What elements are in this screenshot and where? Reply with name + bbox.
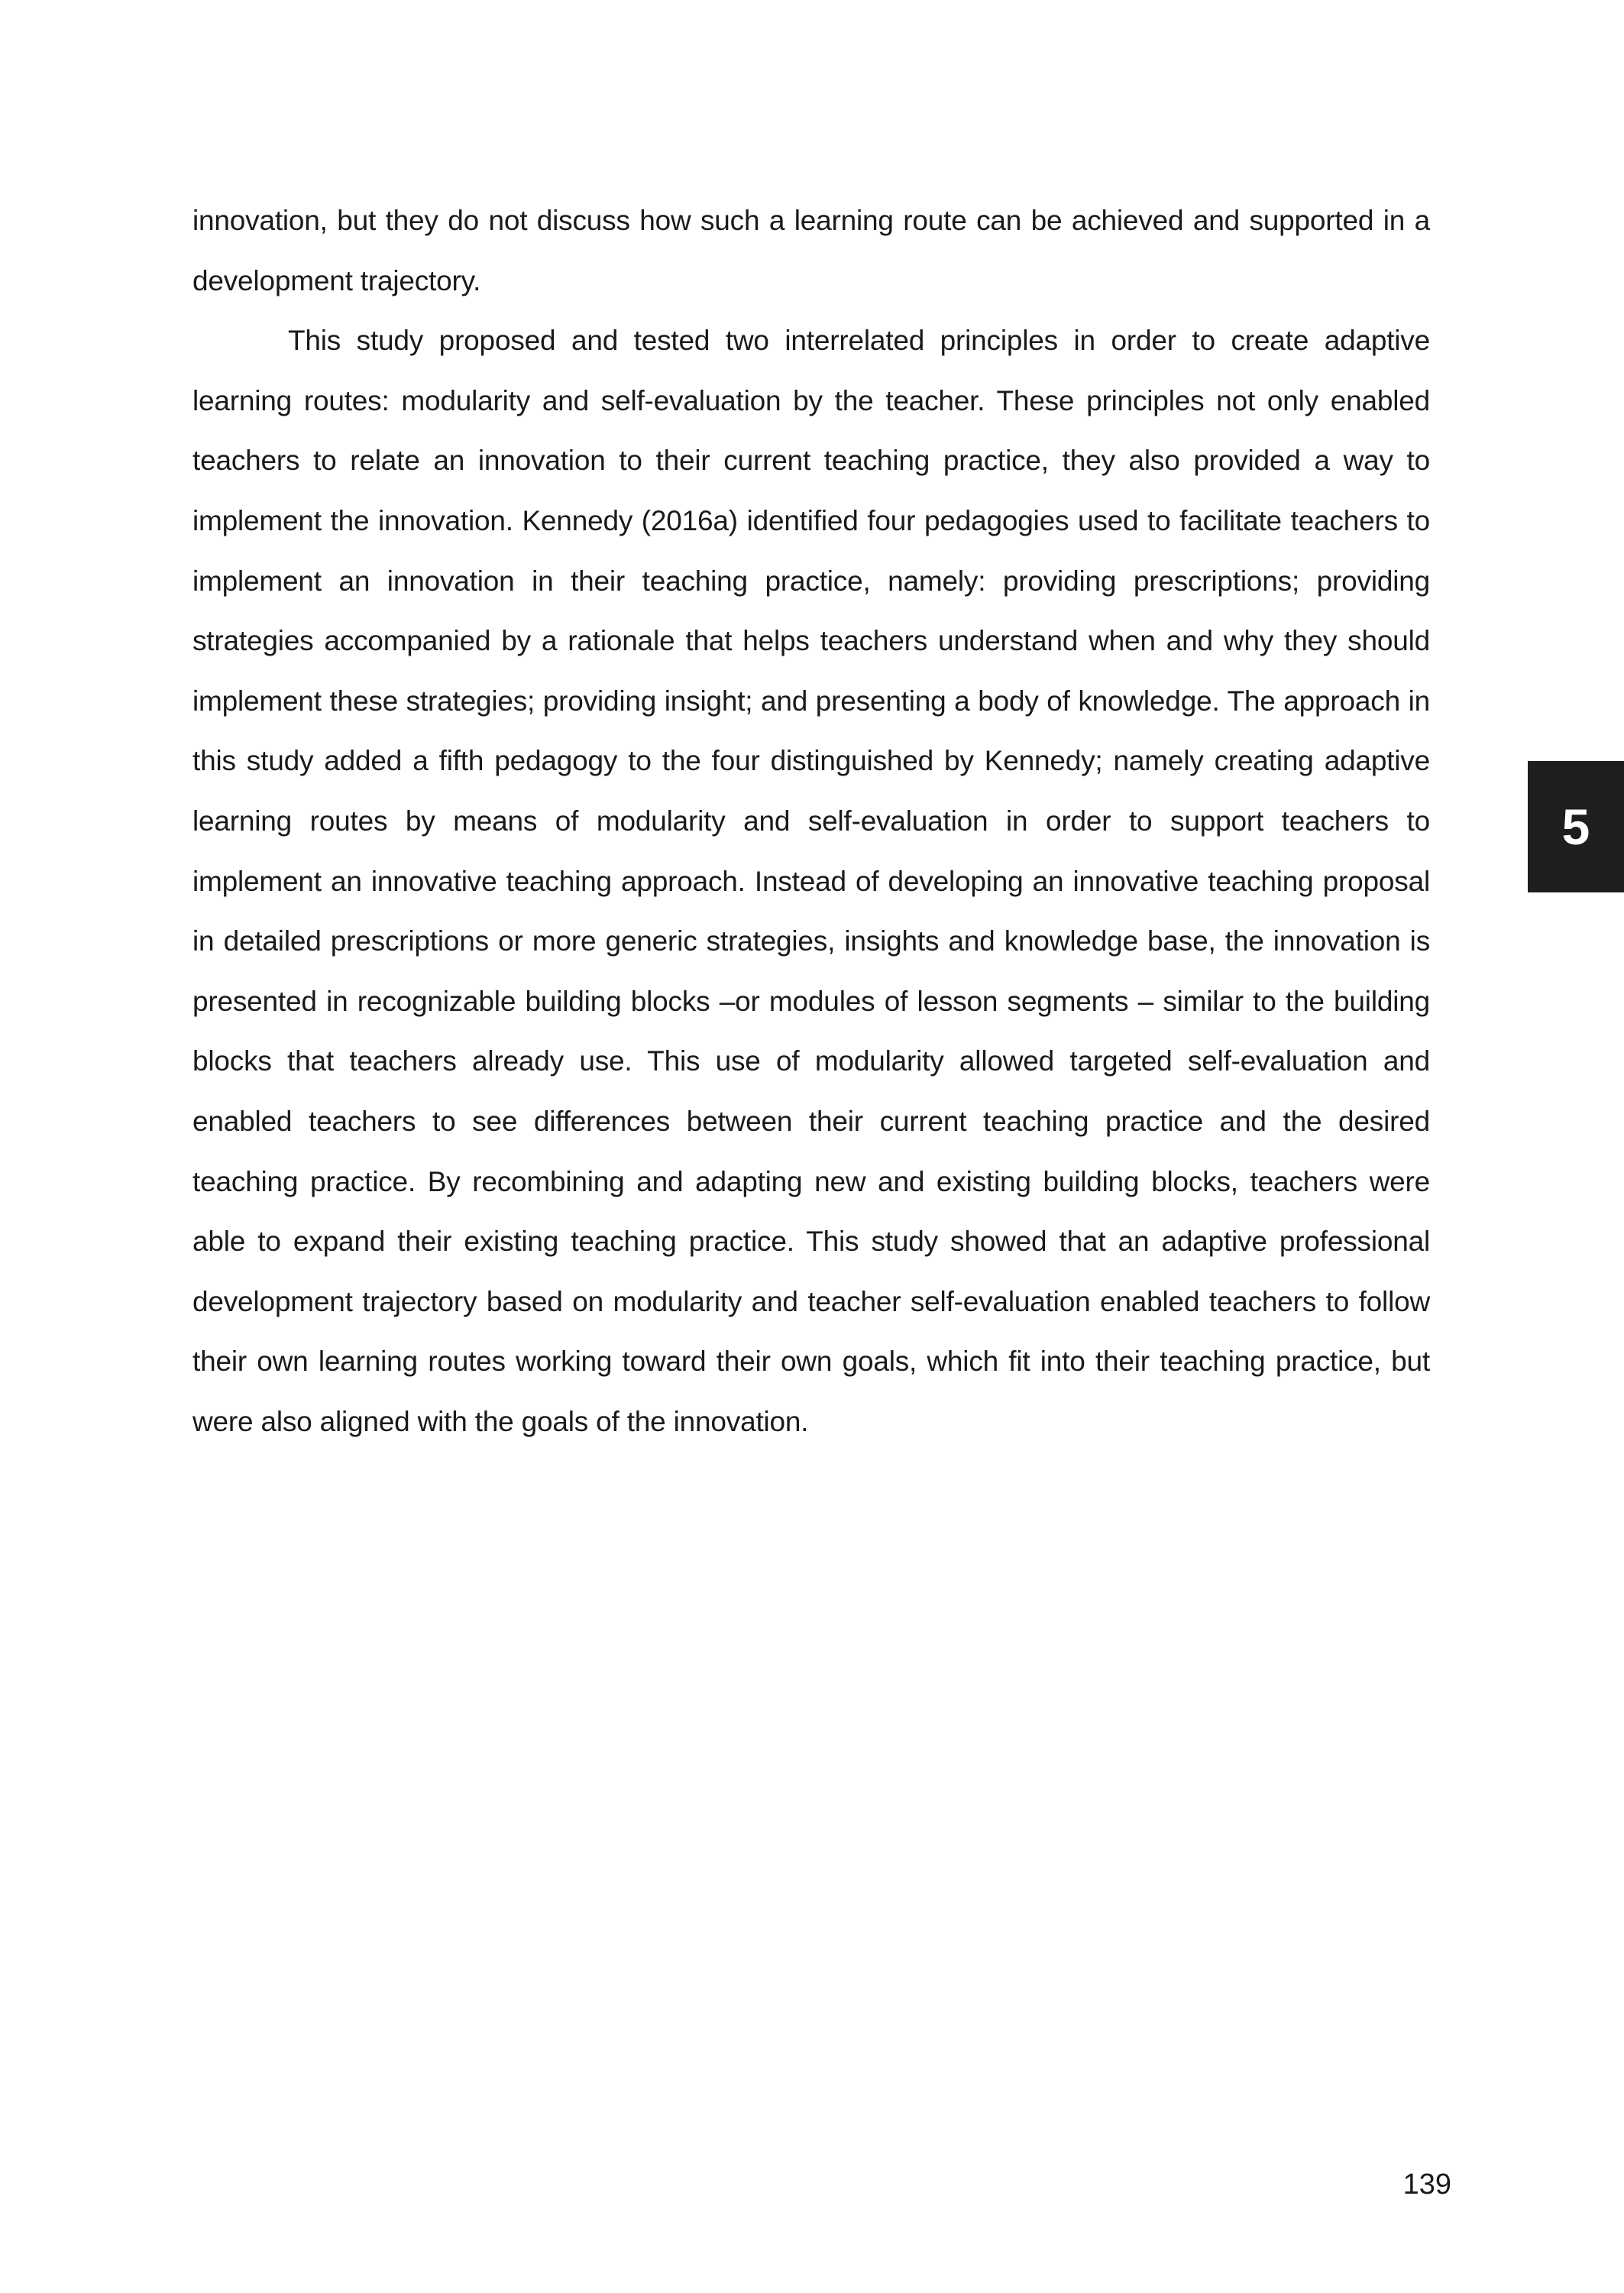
paragraph-continuation: innovation, but they do not discuss how such a learning route can be achieved and supported in a development trajectory. xyxy=(192,205,1430,296)
body-text xyxy=(192,191,1430,1452)
chapter-number: 5 xyxy=(1561,798,1590,855)
paragraph-main: This study proposed and tested two interrelated principles in order to create adaptive learning routes: modularity and self-evaluation by the teacher. These principles not only enabled teachers to relate an innovation to their current teaching practice, they also provided a way to implement the innovation. Kennedy (2016a) identified four pedagogies used to facilitate teachers to implement an innovation in their teaching practice, namely: providing prescriptions; providing strategies accompanied by a rationale that helps teachers understand when and why they should implement these strategies; providing insight; and presenting a body of knowledge. The approach in this study added a fifth pedagogy to the four distinguished by Kennedy; namely creating adaptive learning routes by means of modularity and self-evaluation in order to support teachers to implement an innovative teaching approach. Instead of developing an innovative teaching proposal in detailed prescriptions or more generic strategies, insights and knowledge base, the innovation is presented in recognizable building blocks –or modules of lesson segments – similar to the building blocks that teachers already use. This use of modularity allowed targeted self-evaluation and enabled teachers to see differences between their current teaching practice and the desired teaching practice. By recombining and adapting new and existing building blocks, teachers were able to expand their existing teaching practice. This study showed that an adaptive professional development trajectory based on modularity and teacher self-evaluation enabled teachers to follow their own learning routes working toward their own goals, which fit into their teaching practice, but were also aligned with the goals of the innovation. xyxy=(192,325,1430,1437)
chapter-tab xyxy=(1528,761,1624,892)
page-number: 139 xyxy=(1402,2168,1451,2201)
